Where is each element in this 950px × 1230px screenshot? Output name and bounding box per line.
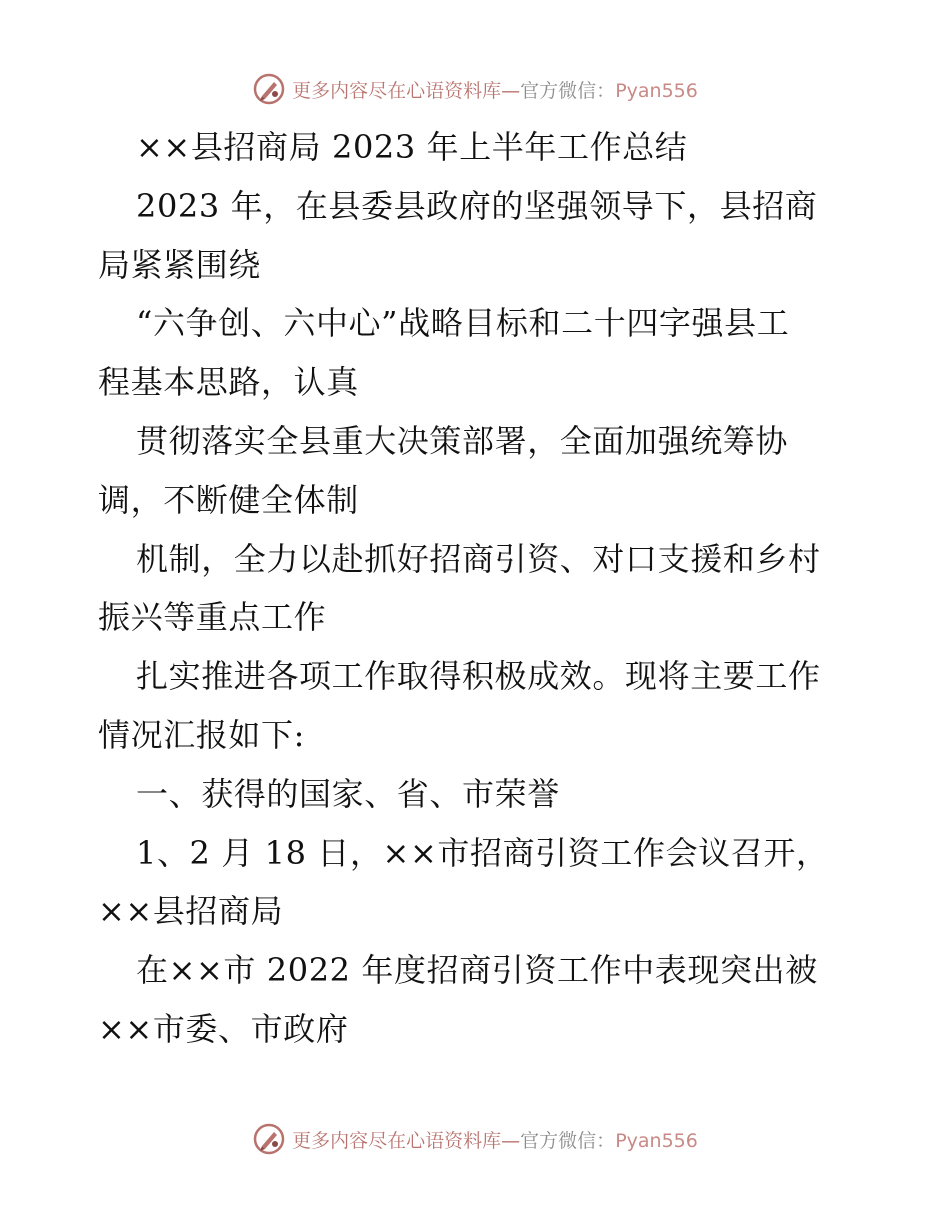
- watermark-dash: —: [501, 79, 521, 102]
- document-line: 振兴等重点工作: [98, 598, 327, 637]
- document-line: 一、获得的国家、省、市荣誉: [136, 774, 560, 813]
- watermark-text: [292, 76, 698, 103]
- watermark-official: 官方微信：: [520, 79, 616, 102]
- document-line: “六争创、六中心”战略目标和二十四字强县工: [136, 304, 790, 343]
- document-body: [98, 118, 858, 1059]
- watermark-official: 官方微信：: [520, 1129, 616, 1152]
- footer-watermark: [0, 1122, 950, 1156]
- watermark-text: [292, 1126, 698, 1153]
- watermark-brand: 更多内容尽在心语资料库: [292, 79, 502, 102]
- watermark-dash: —: [501, 1129, 521, 1152]
- watermark-brand: 更多内容尽在心语资料库: [292, 1129, 502, 1152]
- header-watermark: [0, 72, 950, 106]
- document-line: 机制，全力以赴抓好招商引资、对口支援和乡村: [136, 539, 821, 578]
- document-line: 调，不断健全体制: [98, 480, 359, 519]
- pen-circle-logo-icon: [252, 1122, 286, 1156]
- watermark-id: Pyan556: [615, 79, 698, 102]
- document-line: ××市委、市政府: [98, 1009, 349, 1048]
- document-line: 情况汇报如下:: [98, 715, 305, 754]
- document-line: 程基本思路，认真: [98, 363, 359, 402]
- watermark-id: Pyan556: [615, 1129, 698, 1152]
- document-line: ××县招商局: [98, 892, 284, 931]
- document-line: 1、2 月 18 日，××市招商引资工作会议召开，: [136, 833, 829, 872]
- document-line: 扎实推进各项工作取得积极成效。现将主要工作: [136, 657, 821, 696]
- pen-circle-logo-icon: [252, 72, 286, 106]
- document-line: 贯彻落实全县重大决策部署，全面加强统筹协: [136, 421, 789, 460]
- document-line: 局紧紧围绕: [98, 245, 262, 284]
- document-line: 2023 年，在县委县政府的坚强领导下，县招商: [136, 186, 818, 225]
- document-line: ××县招商局 2023 年上半年工作总结: [136, 128, 688, 166]
- document-line: 在××市 2022 年度招商引资工作中表现突出被: [136, 951, 818, 990]
